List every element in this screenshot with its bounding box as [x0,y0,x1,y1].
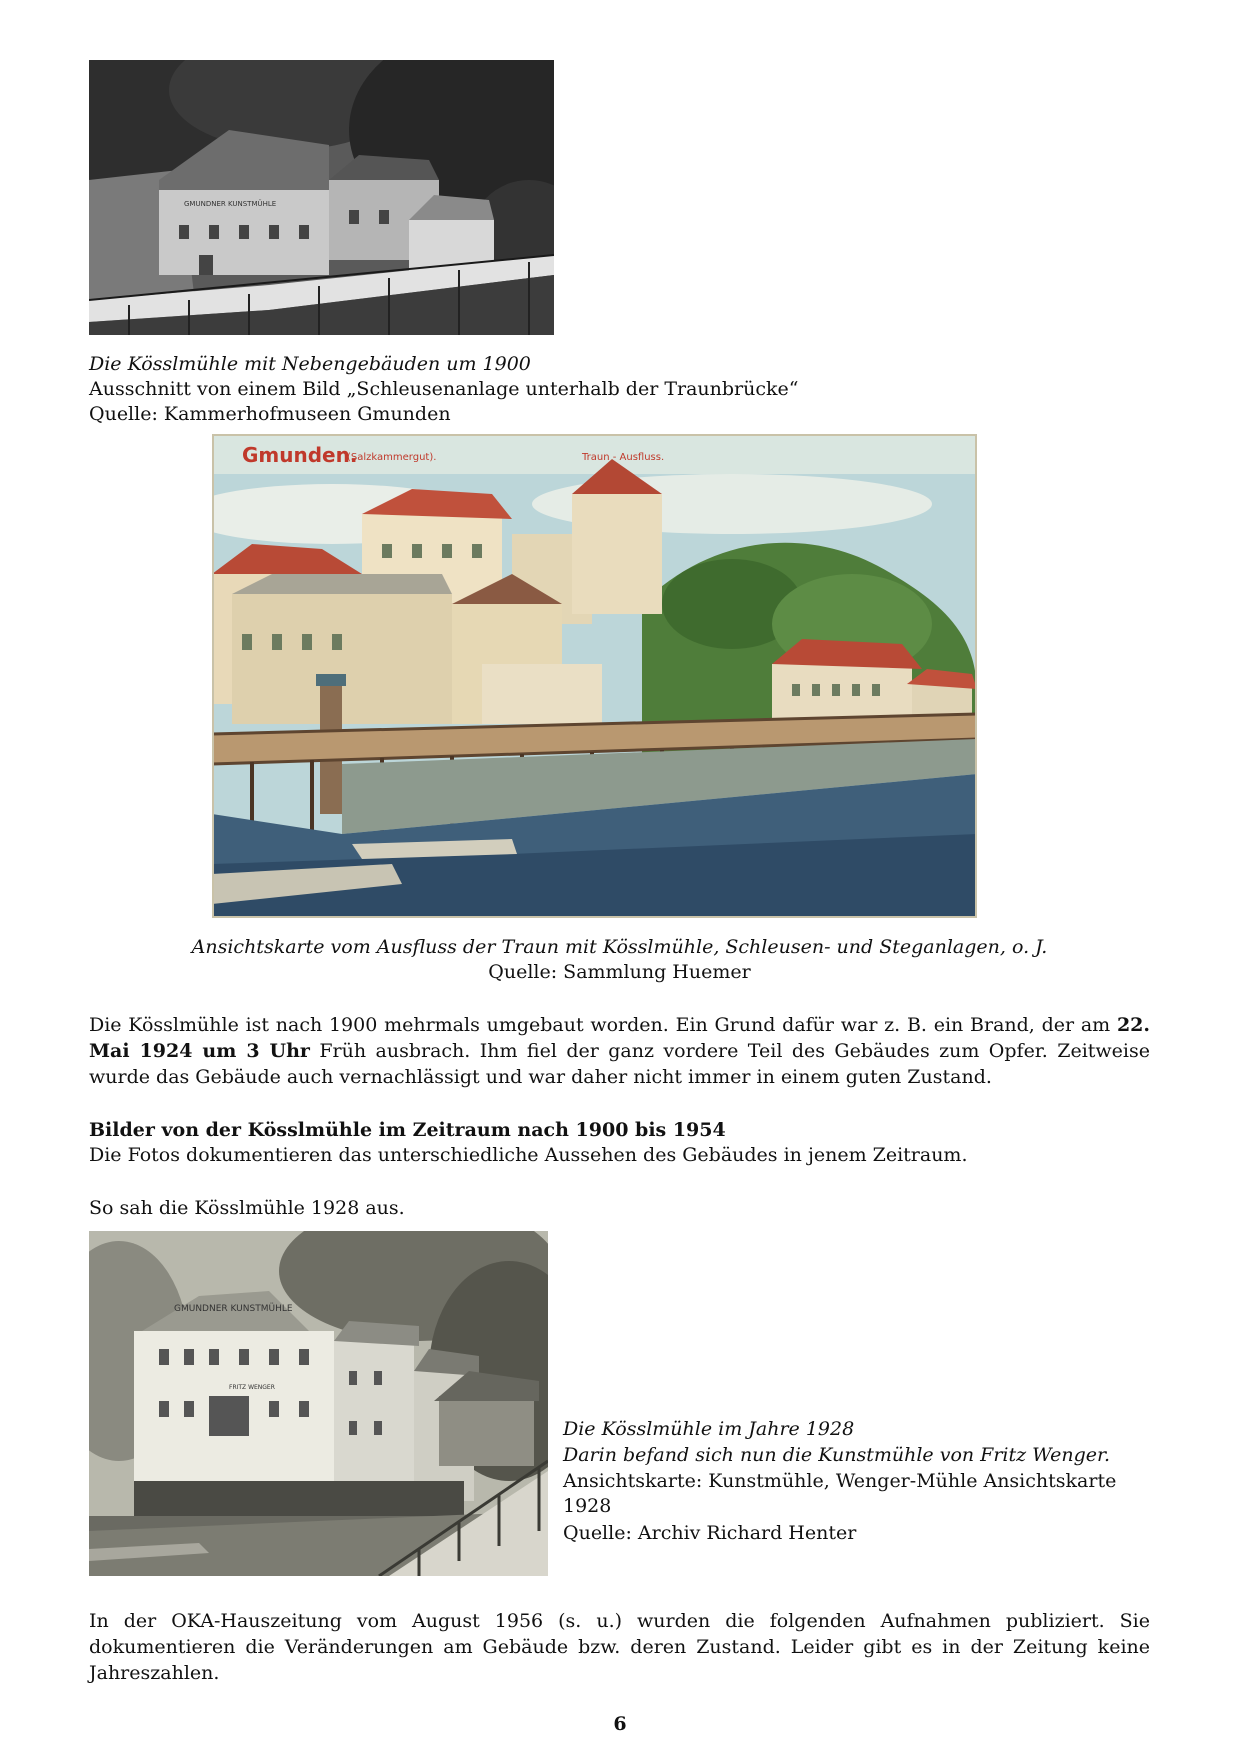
photo1-caption-title: Die Kösslmühle mit Nebengebäuden um 1900 [89,353,531,375]
postcard-title: Gmunden. [242,443,358,467]
photo1-caption-detail: Ausschnitt von einem Bild „Schleusenanlage unterhalb der Traunbrücke“ [89,378,799,400]
photo-kosslmuehle-1900 [89,60,554,335]
section-heading: Bilder von der Kösslmühle im Zeitraum nach 1900 bis 1954 [89,1119,726,1141]
postcard-traun-ausfluss [212,434,977,918]
paragraph1-text-a: Die Kösslmühle ist nach 1900 mehrmals umgebaut worden. Ein Grund dafür war z. B. ein Brand, der am [89,1014,1117,1036]
photo2-caption-postcard: Ansichtskarte: Kunstmühle, Wenger-Mühle Ansichtskarte 1928 [563,1470,1117,1517]
postcard-location: Traun - Ausfluss. [582,452,665,463]
photo2-caption-title: Die Kösslmühle im Jahre 1928 [563,1418,855,1440]
page-number: 6 [613,1713,627,1735]
paragraph-fire-1924 [89,1012,1150,1090]
photo-kosslmuehle-1928 [89,1231,548,1576]
photo1-caption-source: Quelle: Kammerhofmuseen Gmunden [89,403,451,425]
postcard-caption-title: Ansichtskarte vom Ausfluss der Traun mit Kösslmühle, Schleusen- und Steganlagen, o. J. [191,936,1048,958]
photo2-lead-text: So sah die Kösslmühle 1928 aus. [89,1197,405,1219]
postcard-subtitle: (Salzkammergut). [347,452,437,463]
photo2-caption-detail: Darin befand sich nun die Kunstmühle von Fritz Wenger. [563,1444,1111,1466]
paragraph-oka-hauszeitung: In der OKA-Hauszeitung vom August 1956 (s. u.) wurden die folgenden Aufnahmen publiziert. Sie dokumentieren die Veränderungen am Gebäude bzw. deren Zustand. Leider gibt es in der Zeitung keine Jahreszahlen. [89,1610,1150,1684]
photo2-caption-source: Quelle: Archiv Richard Henter [563,1522,857,1544]
photo1-facade-text: GMUNDNER KUNSTMÜHLE [184,200,277,208]
postcard-caption-source: Quelle: Sammlung Huemer [488,961,751,983]
section-intro: Die Fotos dokumentieren das unterschiedliche Aussehen des Gebäudes in jenem Zeitraum. [89,1144,968,1166]
paragraph1-text-b: Früh ausbrach. Ihm fiel der ganz vordere Teil des Gebäudes zum Opfer. Zeitweise wurde das Gebäude auch vernachlässigt und war daher nicht immer in einem guten Zustand. [89,1040,1150,1088]
paragraph1-fire-date: 22. Mai 1924 um 3 Uhr [89,1014,1150,1062]
photo2-sign-name: FRITZ WENGER [229,1384,275,1391]
photo2-sign-top: GMUNDNER KUNSTMÜHLE [174,1304,293,1314]
